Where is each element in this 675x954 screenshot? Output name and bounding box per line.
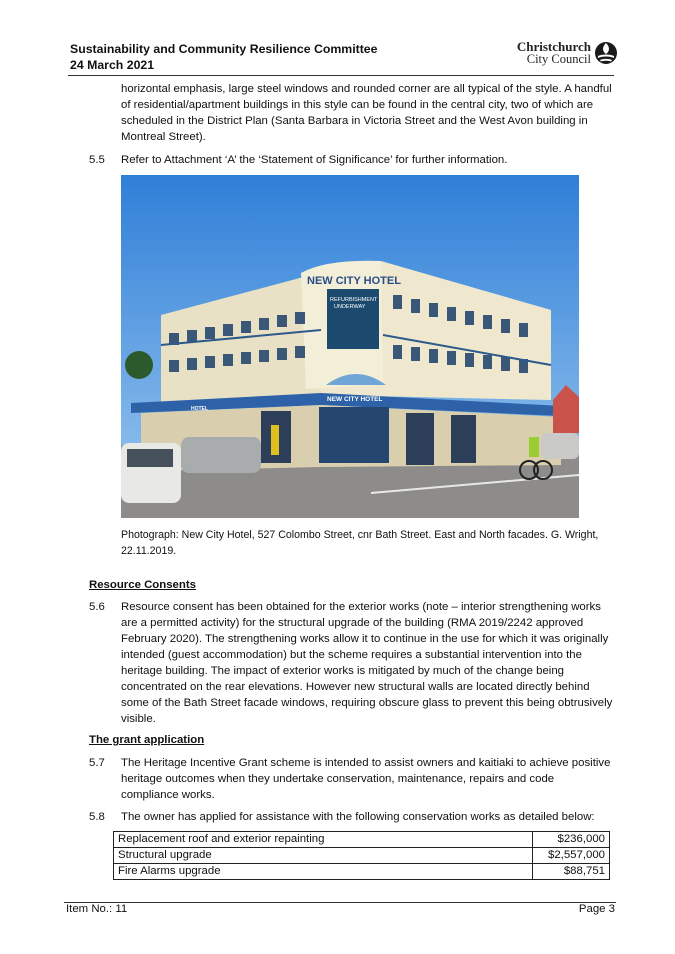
- paragraph-number-5-6: 5.6: [89, 601, 105, 613]
- resource-consents-heading: Resource Consents: [89, 579, 196, 591]
- paragraph-number-5-8: 5.8: [89, 811, 105, 823]
- committee-name: Sustainability and Community Resilience Committee: [70, 42, 378, 56]
- grant-application-heading: The grant application: [89, 734, 205, 746]
- cost-amount: $236,000: [533, 832, 610, 848]
- logo-line1: Christchurch: [516, 39, 591, 54]
- cost-amount: $88,751: [533, 864, 610, 880]
- paragraph-number-5-5: 5.5: [89, 154, 105, 166]
- banner-line1: REFURBISHMENT: [330, 297, 378, 303]
- paragraph-5-8: The owner has applied for assistance with the following conservation works as detailed below:: [121, 811, 595, 823]
- hotel-photo-illustration: [121, 175, 579, 518]
- logo-line2: City Council: [526, 52, 591, 66]
- hotel-photograph: [121, 175, 579, 518]
- footer-divider: [64, 902, 616, 903]
- paragraph-5-6: Resource consent has been obtained for the exterior works (note – interior strengthening works are a permitted activity) for the structural upgrade of the building (RMA 2019/2242 approved February 2020). The strengthening works allow it to continue in the use for which it was originally intended (guest accommodation) but the scheme requires a substantial intervention into the heritage building. The impact of exterior works is mitigated by much of the change being concentrated on the rear elevations. However new structural walls are located directly behind some of the Bath Street facade windows, requiring obscure glass to prevent this being obtrusively visible.: [121, 601, 613, 725]
- council-emblem-icon: [594, 41, 618, 65]
- table-row: [114, 848, 610, 864]
- council-logo: [517, 41, 618, 65]
- conservation-works-table: [113, 831, 610, 880]
- header-divider: [68, 75, 614, 76]
- rooftop-hotel-sign: NEW CITY HOTEL: [307, 275, 401, 287]
- intro-paragraph: horizontal emphasis, large steel windows and rounded corner are all typical of the style. A handful of residential/apartment buildings in this style can be found in the central city, two of which are scheduled in the District Plan (Santa Barbara in Victoria Street and the West Avon building in Montreal Street).: [121, 83, 612, 143]
- banner-line2: UNDERWAY: [334, 304, 366, 310]
- cost-item: Fire Alarms upgrade: [114, 864, 533, 880]
- paragraph-5-5: Refer to Attachment ‘A’ the ‘Statement of Significance’ for further information.: [121, 154, 508, 166]
- table-row: [114, 832, 610, 848]
- paragraph-number-5-7: 5.7: [89, 757, 105, 769]
- cost-amount: $2,557,000: [533, 848, 610, 864]
- cost-item: Structural upgrade: [114, 848, 533, 864]
- awning-hotel-sign: NEW CITY HOTEL: [327, 396, 383, 403]
- awning-side-sign: HOTEL: [191, 406, 208, 412]
- table-row: [114, 864, 610, 880]
- cost-item: Replacement roof and exterior repainting: [114, 832, 533, 848]
- meeting-date: 24 March 2021: [70, 58, 155, 72]
- paragraph-5-7: The Heritage Incentive Grant scheme is intended to assist owners and kaitiaki to achieve positive heritage outcomes when they undertake conservation, maintenance, repairs and code compliance works.: [121, 757, 611, 801]
- photo-caption: Photograph: New City Hotel, 527 Colombo Street, cnr Bath Street. East and North facades. G. Wright, 22.11.2019.: [121, 529, 599, 557]
- item-number: Item No.: 11: [66, 903, 128, 915]
- page-number: Page 3: [578, 903, 615, 915]
